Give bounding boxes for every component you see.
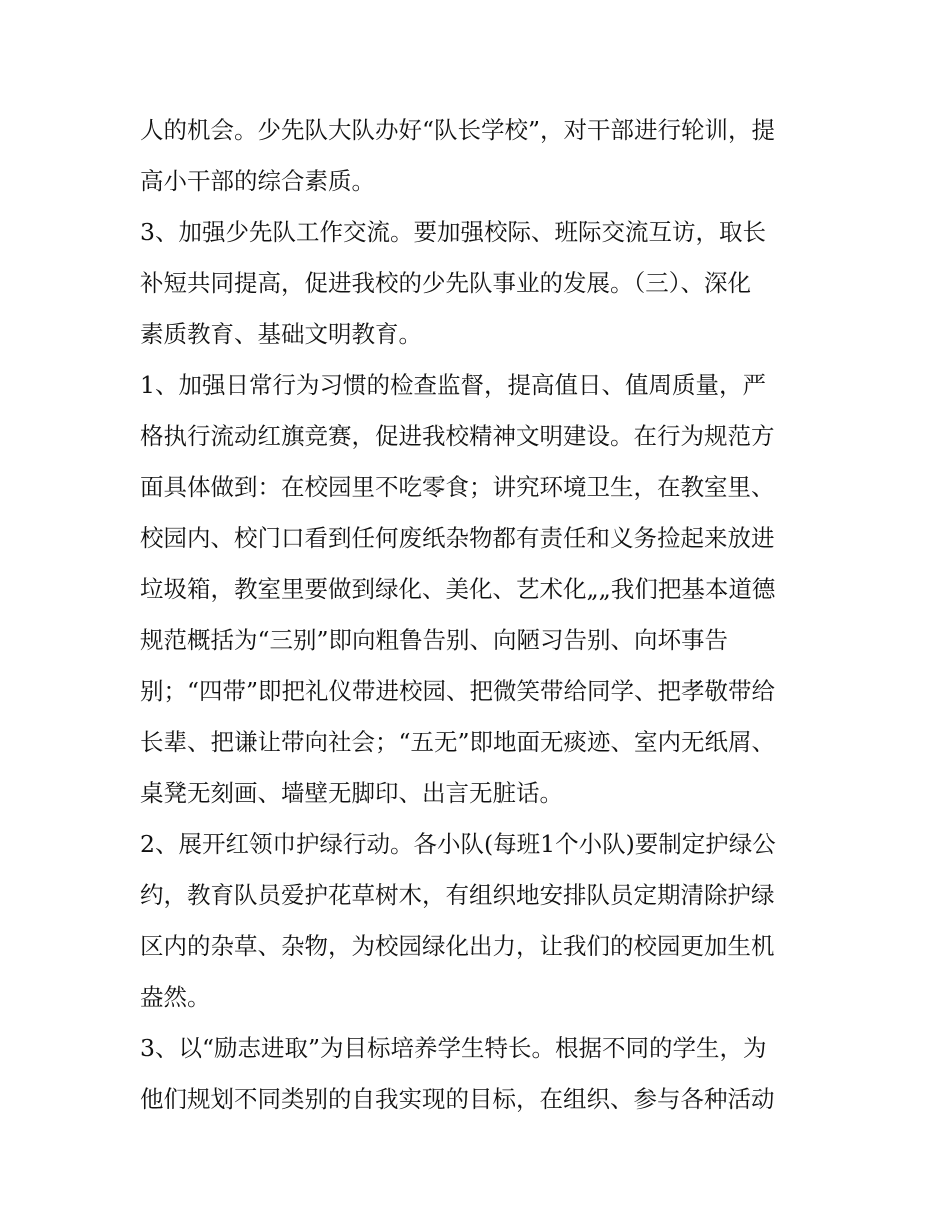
text-line: 3、加强少先队工作交流。要加强校际、班际交流互访，取长: [140, 218, 766, 246]
text-line: 盎然。: [140, 983, 211, 1011]
text-line: 桌凳无刻画、墙壁无脚印、出言无脏话。: [140, 779, 563, 807]
text-line: 格执行流动红旗竞赛，促进我校精神文明建设。在行为规范方: [140, 422, 775, 450]
text-line: 人的机会。少先队大队办好“队长学校”，对干部进行轮训，提: [140, 116, 776, 144]
text-line: 素质教育、基础文明教育。: [140, 320, 422, 348]
text-line: 2、展开红领巾护绿行动。各小队(每班1个小队)要制定护绿公: [140, 830, 776, 858]
text-line: 校园内、校门口看到任何废纸杂物都有责任和义务捡起来放进: [140, 524, 775, 552]
text-line: 约，教育队员爱护花草树木，有组织地安排队员定期清除护绿: [140, 881, 775, 909]
text-line: 他们规划不同类别的自我实现的目标，在组织、参与各种活动: [140, 1085, 775, 1113]
text-line: 1、加强日常行为习惯的检查监督，提高值日、值周质量，严: [140, 371, 766, 399]
text-line: 垃圾箱，教室里要做到绿化、美化、艺术化„„我们把基本道德: [140, 575, 776, 603]
text-line: 别；“四带”即把礼仪带进校园、把微笑带给同学、把孝敬带给: [140, 677, 776, 705]
text-line: 区内的杂草、杂物，为校园绿化出力，让我们的校园更加生机: [140, 932, 775, 960]
text-line: 补短共同提高，促进我校的少先队事业的发展。（三）、深化: [140, 269, 751, 297]
text-line: 规范概括为“三别”即向粗鲁告别、向陋习告别、向坏事告: [140, 626, 729, 654]
text-line: 3、以“励志进取”为目标培养学生特长。根据不同的学生，为: [140, 1034, 767, 1062]
text-line: 长辈、把谦让带向社会；“五无”即地面无痰迹、室内无纸屑、: [140, 728, 776, 756]
text-line: 面具体做到：在校园里不吃零食；讲究环境卫生，在教室里、: [140, 473, 775, 501]
text-line: 高小干部的综合素质。: [140, 167, 375, 195]
